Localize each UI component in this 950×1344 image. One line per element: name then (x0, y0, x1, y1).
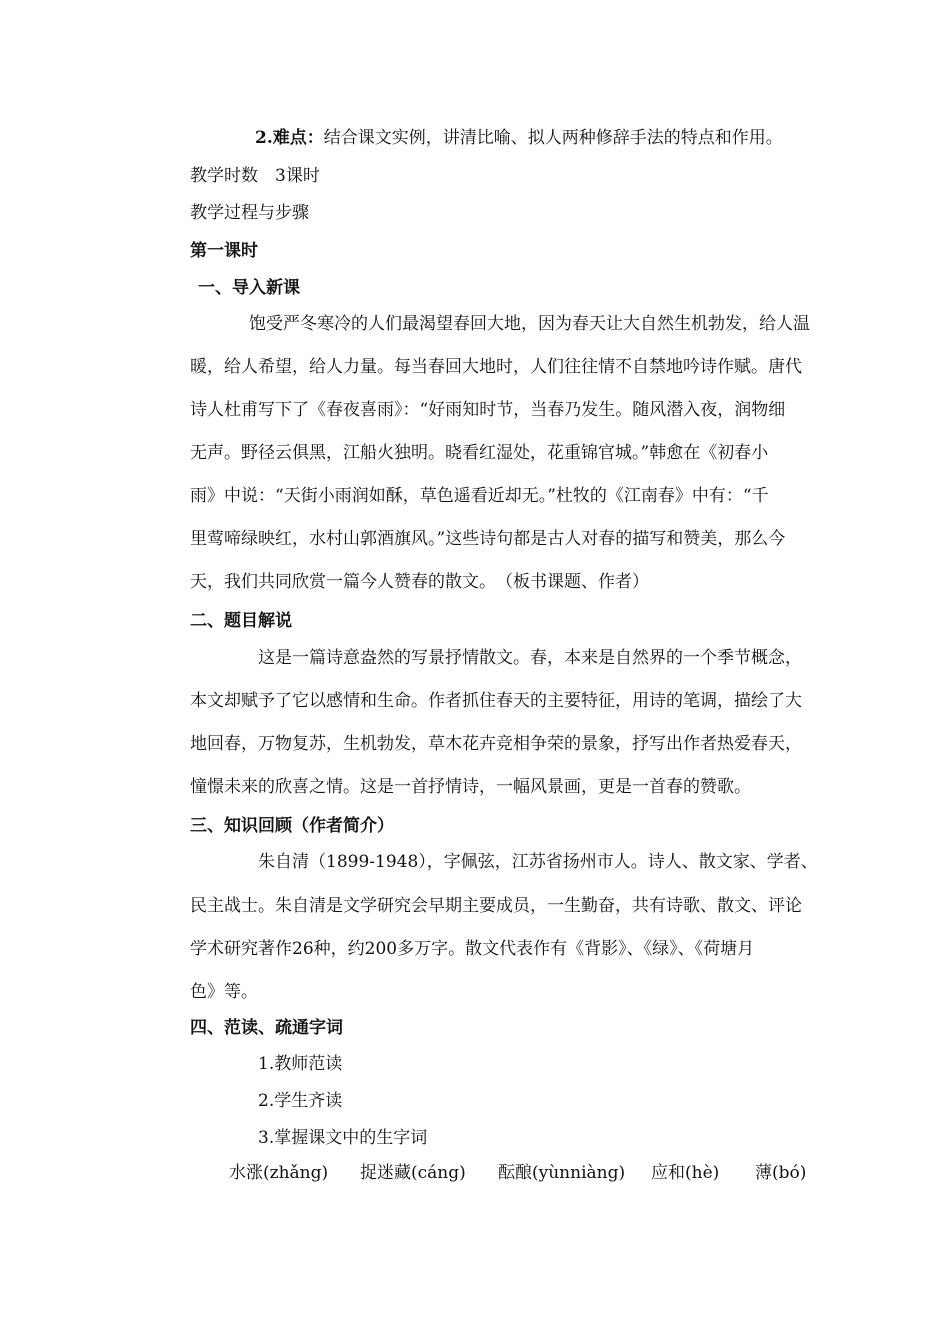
vocab-item: 薄(bó) (755, 1163, 807, 1183)
author-line: 朱自清（1899-1948），字佩弦，江苏省扬州市人。诗人、散文家、学者、 (258, 852, 818, 872)
vocab-item: 水涨(zhǎng) (229, 1163, 329, 1183)
intro-line: 无声。野径云俱黑，江船火独明。晓看红湿处，花重锦官城。”韩愈在《初春小 (190, 443, 769, 463)
section-author-heading: 三、知识回顾（作者简介） (190, 816, 394, 836)
vocab-item: 捉迷藏(cáng) (360, 1163, 466, 1183)
teaching-process: 教学过程与步骤 (190, 203, 309, 223)
section-intro-heading: 一、导入新课 (198, 278, 300, 298)
reading-step: 1.教师范读 (258, 1054, 343, 1074)
title-explain-line: 地回春，万物复苏，生机勃发，草木花卉竞相争荣的景象，抒写出作者热爱春天， (190, 734, 802, 754)
intro-line: 饱受严冬寒冷的人们最渴望春回大地，因为春天让大自然生机勃发，给人温 (249, 314, 810, 334)
lesson-one-heading: 第一课时 (190, 241, 258, 261)
intro-line: 诗人杜甫写下了《春夜喜雨》：“好雨知时节，当春乃发生。随风潜入夜，润物细 (190, 400, 786, 420)
teaching-hours: 教学时数 3课时 (190, 166, 320, 186)
author-line: 学术研究著作26种，约200多万字。散文代表作有《背影》、《绿》、《荷塘月 (190, 939, 755, 959)
intro-line: 暖，给人希望，给人力量。每当春回大地时，人们往往情不自禁地吟诗作赋。唐代 (190, 357, 802, 377)
section-title-explain-heading: 二、题目解说 (190, 611, 292, 631)
title-explain-line: 本文却赋予了它以感情和生命。作者抓住春天的主要特征，用诗的笔调，描绘了大 (190, 691, 802, 711)
difficulty-text: 结合课文实例，讲清比喻、拟人两种修辞手法的特点和作用。 (323, 128, 783, 148)
author-line: 色》等。 (190, 982, 258, 1002)
reading-step: 3.掌握课文中的生字词 (258, 1128, 428, 1148)
reading-step: 2.学生齐读 (258, 1091, 343, 1111)
title-explain-line: 憧憬未来的欣喜之情。这是一首抒情诗，一幅风景画，更是一首春的赞歌。 (190, 777, 751, 797)
section-reading-heading: 四、范读、疏通字词 (190, 1018, 343, 1038)
intro-line: 里莺啼绿映红，水村山郭酒旗风。”这些诗句都是古人对春的描写和赞美，那么今 (190, 529, 786, 549)
title-explain-line: 这是一篇诗意盎然的写景抒情散文。春，本来是自然界的一个季节概念， (258, 648, 802, 668)
vocab-item: 酝酿(yùnniàng) (498, 1163, 626, 1183)
difficulty-line (255, 127, 783, 149)
vocab-item: 应和(hè) (651, 1163, 720, 1183)
difficulty-label: 2.难点： (255, 128, 324, 148)
intro-line: 天，我们共同欣赏一篇今人赞春的散文。 （板书课题、作者） (190, 572, 649, 592)
intro-line: 雨》中说：“天街小雨润如酥，草色遥看近却无。”杜牧的《江南春》中有：“千 (190, 486, 769, 506)
author-line: 民主战士。朱自清是文学研究会早期主要成员，一生勤奋，共有诗歌、散文、评论 (190, 896, 802, 916)
